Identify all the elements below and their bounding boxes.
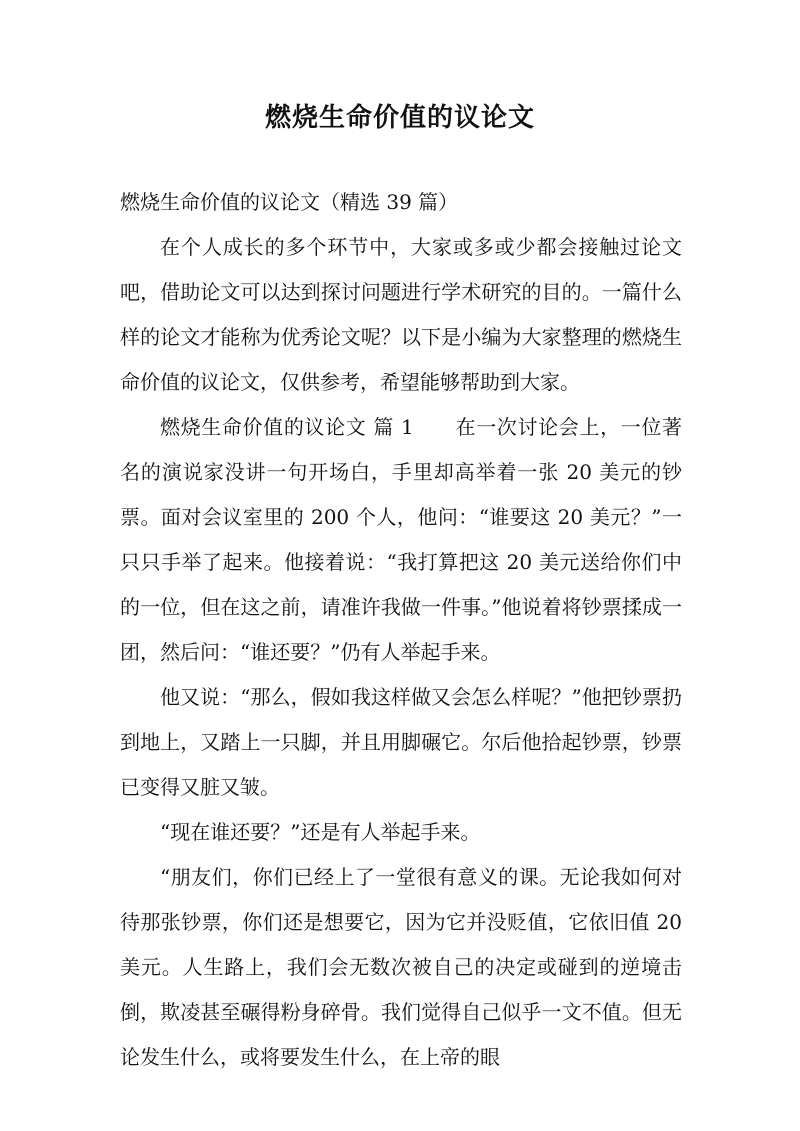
paragraph-crumpled-bill: 他又说：“那么，假如我这样做又会怎么样呢？”他把钞票扔到地上，又踏上一只脚，并且用脚碾它。尔后他拾起钞票，钞票已变得又脏又皱。 (120, 685, 682, 799)
paragraph-who-still-wants: “现在谁还要？”还是有人举起手来。 (160, 820, 481, 844)
paragraph-intro: 在个人成长的多个环节中，大家或多或少都会接触过论文吧，借助论文可以达到探讨问题进行学术研究的目的。一篇什么样的论文才能称为优秀论文呢？以下是小编为大家整理的燃烧生命价值的议论文，仅供参考，希望能够帮助到大家。 (120, 235, 682, 394)
paragraph-essay-1: 燃烧生命价值的议论文 篇 1 在一次讨论会上，一位著名的演说家没讲一句开场白，手里却高举着一张 20 美元的钞票。面对会议室里的 200 个人，他问：“谁要这 20 美元？”一只只手举了起来。他接着说：“我打算把这 20 美元送给你们中的一位，但在这之前，请准许我做一件事。”他说着将钞票揉成一团，然后问：“谁还要？”仍有人举起手来。 (120, 415, 682, 664)
document-title: 燃烧生命价值的议论文 (264, 103, 535, 133)
paragraph-lesson: “朋友们，你们已经上了一堂很有意义的课。无论我如何对待那张钞票，你们还是想要它，因为它并没贬值，它依旧值 20 美元。人生路上，我们会无数次被自己的决定或碰到的逆境击倒，欺凌甚至碾得粉身碎骨。我们觉得自己似乎一文不值。但无论发生什么，或将要发生什么，在上帝的眼 (120, 865, 682, 1069)
document-body (120, 180, 682, 1080)
document-subtitle: 燃烧生命价值的议论文（精选 39 篇） (120, 190, 459, 214)
